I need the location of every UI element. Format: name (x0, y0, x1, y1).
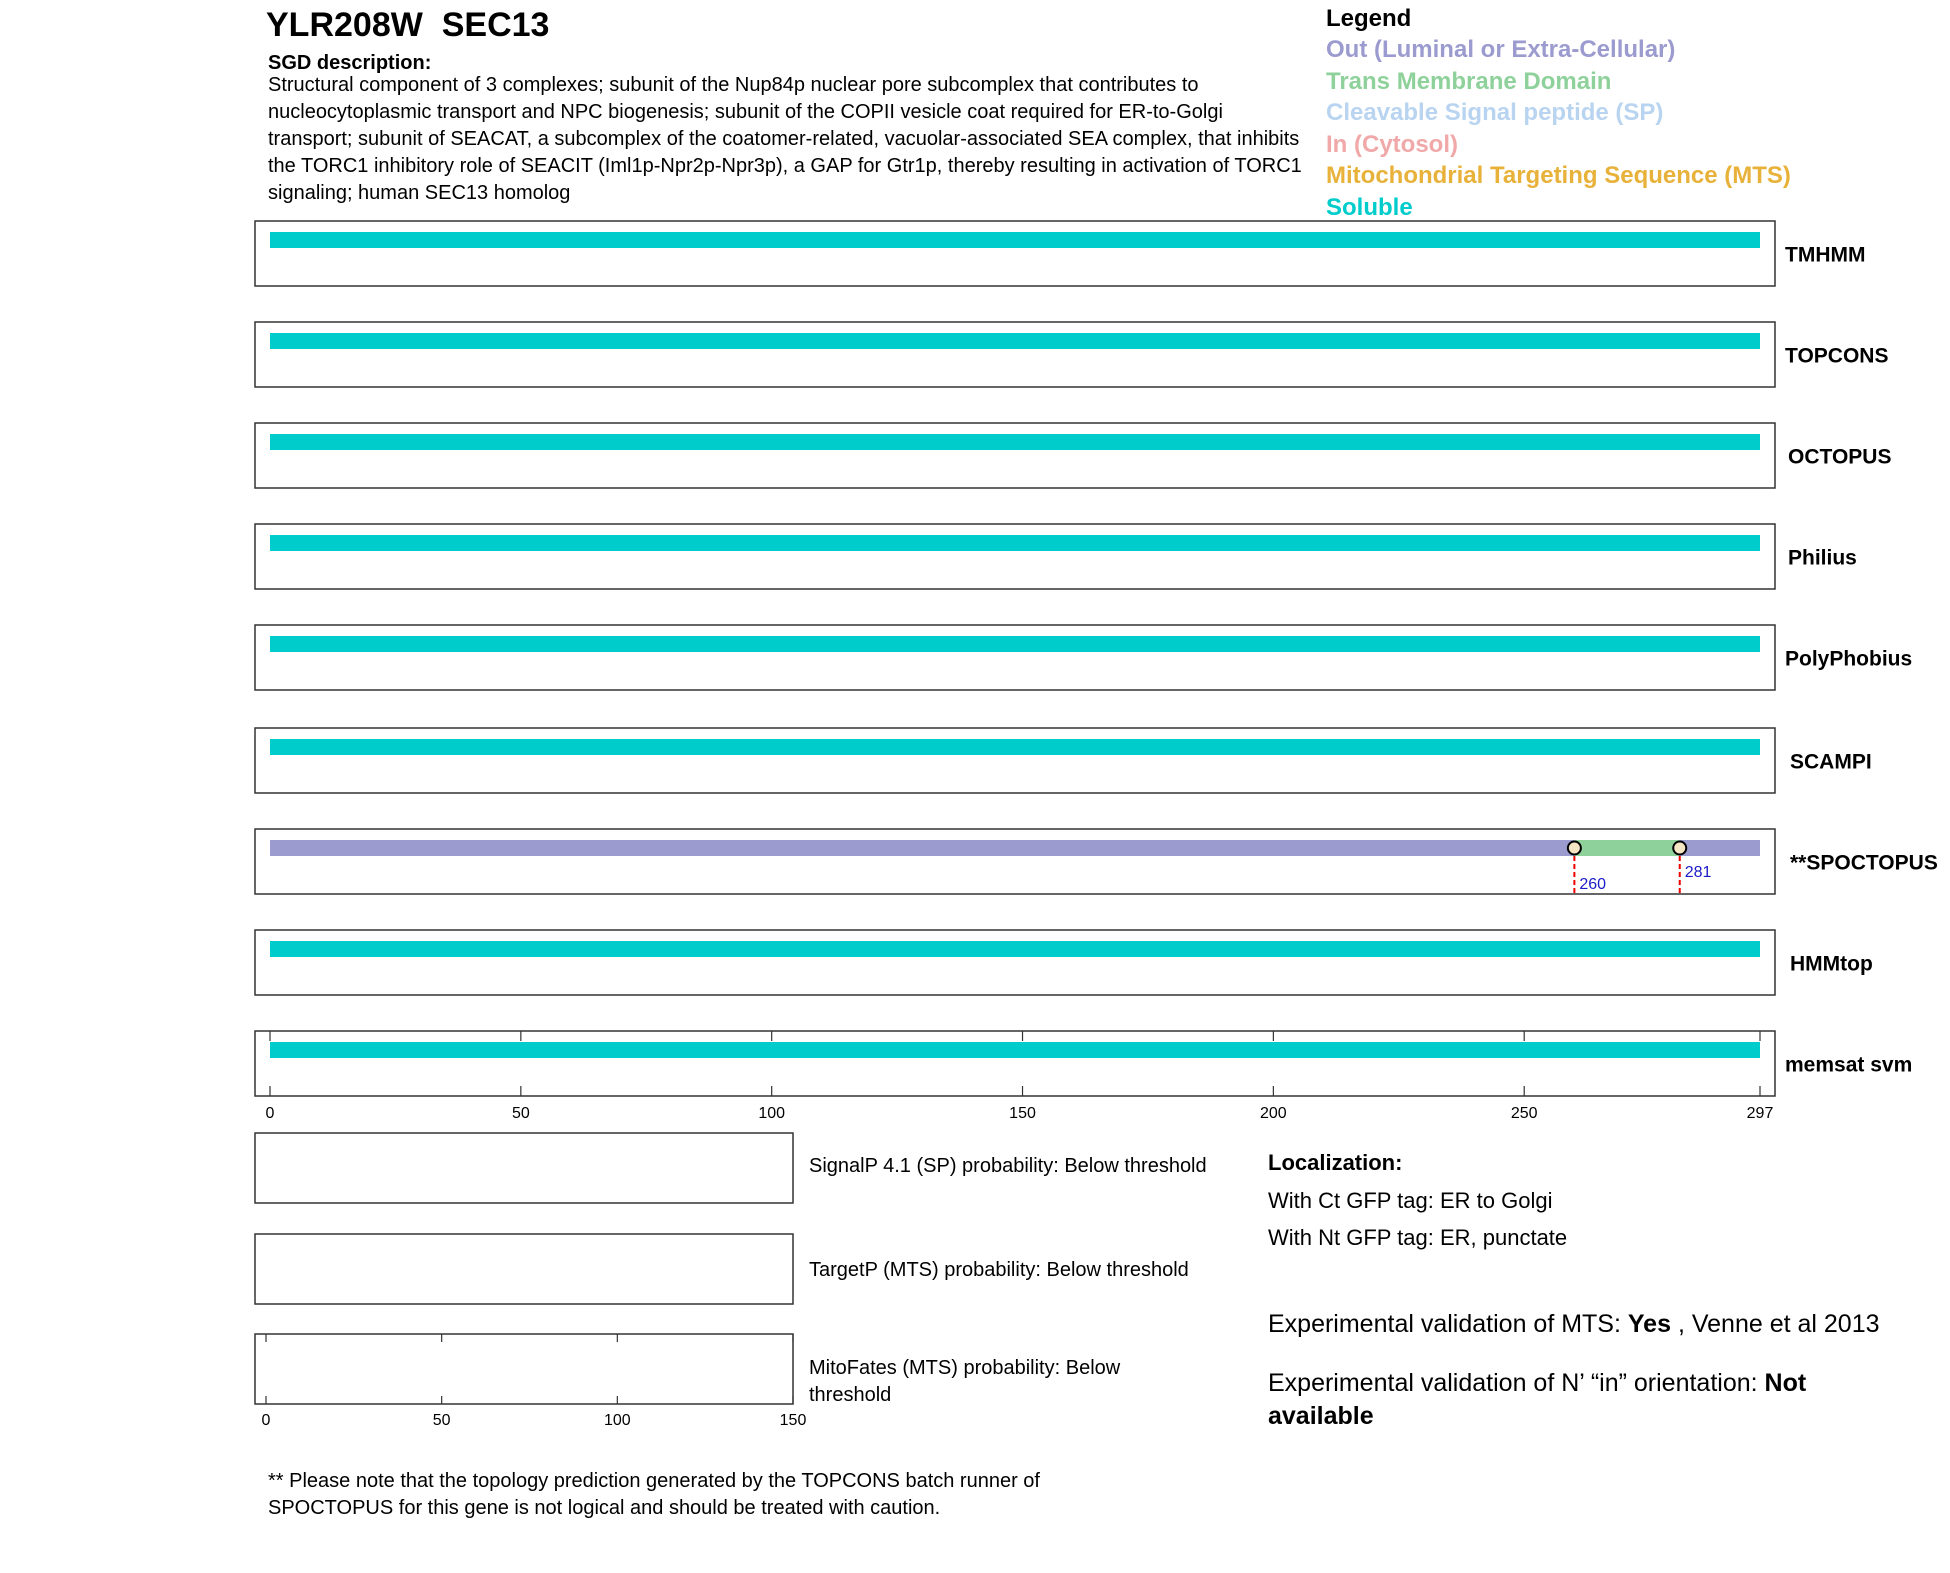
prob-axis-tick-label: 150 (779, 1412, 807, 1429)
localization-nt: With Nt GFP tag: ER, punctate (1268, 1225, 1568, 1250)
legend-item-mts: Mitochondrial Targeting Sequence (MTS) (1326, 162, 1791, 189)
track-segment (1680, 840, 1760, 856)
targetp-label: TargetP (MTS) probability: Below threshold (809, 1259, 1189, 1281)
track-segment (270, 636, 1760, 652)
probability-panel (255, 1234, 793, 1304)
track-label: memsat svm (1785, 1053, 1913, 1077)
mts-validation-value: Yes (1627, 1310, 1671, 1338)
track-label: HMMtop (1790, 952, 1873, 976)
axis-tick-label: 297 (1746, 1105, 1774, 1122)
caution-note: ** Please note that the topology prediction generated by the TOPCONS batch runner of SPOCTOPUS for this gene is not logical and should be treated with caution. (268, 1470, 1040, 1519)
signalp-label: SignalP 4.1 (SP) probability: Below threshold (809, 1155, 1207, 1177)
axis-tick-label: 200 (1260, 1105, 1287, 1122)
track-label: TOPCONS (1785, 344, 1889, 368)
track-segment (270, 434, 1760, 450)
track-label: PolyPhobius (1785, 647, 1913, 671)
probability-panel (255, 1133, 793, 1203)
track-segment (1574, 840, 1679, 856)
track-label: OCTOPUS (1788, 445, 1892, 469)
axis-tick-label: 250 (1510, 1105, 1538, 1122)
track-frame (255, 423, 1775, 488)
prob-axis-tick-label: 0 (261, 1412, 271, 1429)
track-frame (255, 322, 1775, 387)
track-frame (255, 221, 1775, 286)
mts-validation-suffix: , Venne et al 2013 (1671, 1310, 1880, 1338)
legend-item-sp: Cleavable Signal peptide (SP) (1326, 99, 1664, 126)
orientation-validation-value: Not available (1268, 1369, 1807, 1430)
track-label: TMHMM (1785, 243, 1866, 267)
gene-title: YLR208W SEC13 (266, 6, 550, 44)
axis-tick-label: 100 (758, 1105, 786, 1122)
track-label: Philius (1788, 546, 1857, 570)
track-segment (270, 840, 1574, 856)
track-frame (255, 1031, 1775, 1096)
marker-circle (1673, 842, 1686, 855)
mts-validation (1268, 1308, 1880, 1341)
marker-circle (1568, 842, 1581, 855)
gene-description: Structural component of 3 complexes; subunit of the Nup84p nuclear pore subcomplex that contributes to nucleocytoplasmic transport and NPC biogenesis; subunit of the COPII vesicle coat required for ER-to-Golgi transport; subunit of SEACAT, a subcomplex of the coatomer-related, vacuolar-associated SEA complex, that inhibits the TORC1 inhibitory role of SEACIT (Iml1p-Npr2p-Npr3p), a GAP for Gtr1p, thereby resulting in activation of TORC1 signaling; human SEC13 homolog (268, 74, 1302, 204)
track-segment (270, 333, 1760, 349)
marker-label: 260 (1579, 876, 1607, 893)
orientation-validation-prefix: Experimental validation of N’ “in” orientation: (1268, 1369, 1765, 1397)
track-label: **SPOCTOPUS (1790, 851, 1938, 875)
track-segment (270, 232, 1760, 248)
localization-ct: With Ct GFP tag: ER to Golgi (1268, 1188, 1553, 1213)
prob-axis-tick-label: 50 (432, 1412, 451, 1429)
legend-title: Legend (1326, 5, 1412, 32)
track-segment (270, 535, 1760, 551)
mts-validation-prefix: Experimental validation of MTS: (1268, 1310, 1628, 1338)
track-segment (270, 941, 1760, 957)
legend-item-out: Out (Luminal or Extra-Cellular) (1326, 36, 1676, 63)
prob-axis-tick-label: 100 (603, 1412, 631, 1429)
axis-tick-label: 0 (265, 1105, 275, 1122)
description-heading: SGD description: (268, 52, 432, 74)
orientation-validation (1268, 1367, 1868, 1433)
axis-tick-label: 150 (1009, 1105, 1036, 1122)
track-frame (255, 625, 1775, 690)
mitofates-label: MitoFates (MTS) probability: Below threshold (809, 1357, 1121, 1406)
axis-tick-label: 50 (511, 1105, 530, 1122)
legend-item-soluble: Soluble (1326, 193, 1413, 221)
legend-item-tm: Trans Membrane Domain (1326, 67, 1612, 95)
track-label: SCAMPI (1790, 750, 1872, 774)
track-frame (255, 930, 1775, 995)
track-frame (255, 524, 1775, 589)
track-frame (255, 829, 1775, 894)
track-segment (270, 739, 1760, 755)
track-segment (270, 1042, 1760, 1058)
localization-heading: Localization: (1268, 1150, 1403, 1175)
marker-label: 281 (1684, 864, 1712, 881)
probability-panel (255, 1334, 793, 1404)
legend-item-in: In (Cytosol) (1326, 130, 1458, 158)
track-frame (255, 728, 1775, 793)
